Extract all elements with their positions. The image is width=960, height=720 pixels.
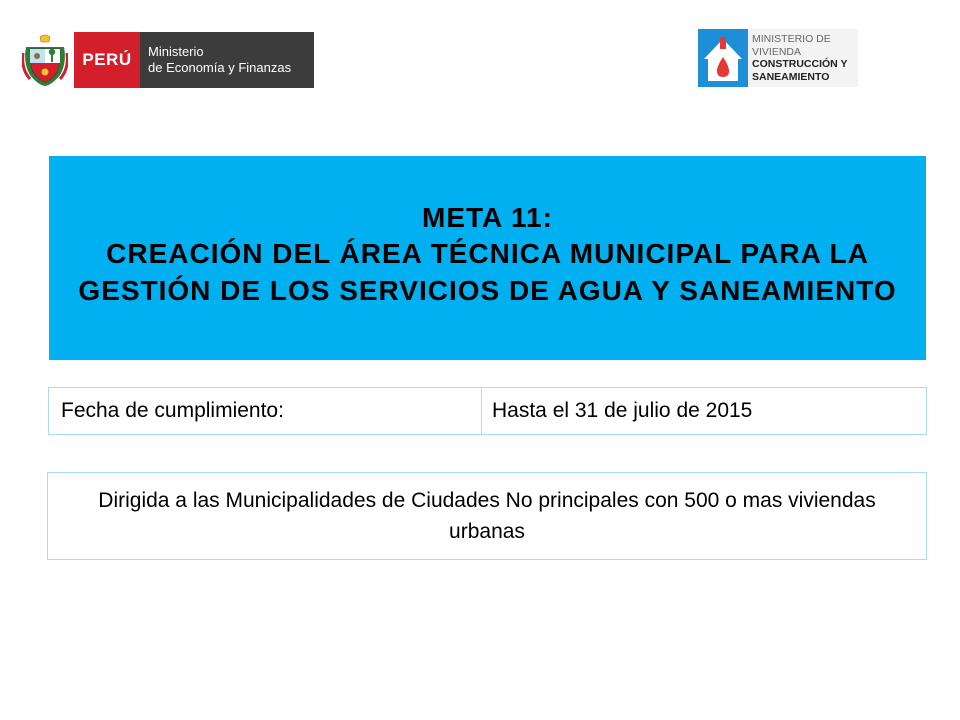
mef-name-line1: Ministerio xyxy=(148,44,204,59)
title-banner xyxy=(49,156,926,360)
house-water-drop-icon xyxy=(698,29,748,87)
deadline-value: Hasta el 31 de julio de 2015 xyxy=(492,399,753,422)
mef-name-line2: de Economía y Finanzas xyxy=(148,60,292,75)
mvcs-ministry-name xyxy=(748,29,858,87)
meta-label: META 11: xyxy=(422,202,553,233)
mvcs-name-line2: VIVIENDA xyxy=(752,45,802,58)
meta-title: CREACIÓN DEL ÁREA TÉCNICA MUNICIPAL PARA LA GESTIÓN DE LOS SERVICIOS DE AGUA Y SANEAMIENTO xyxy=(78,238,897,306)
target-audience-text: Dirigida a las Municipalidades de Ciudades No principales con 500 o mas viviendas urbanas xyxy=(98,489,876,543)
peru-brand: PERÚ xyxy=(74,32,140,88)
mvcs-logo xyxy=(698,29,858,87)
mvcs-name-line4: SANEAMIENTO xyxy=(752,70,830,83)
peru-coat-of-arms-icon xyxy=(22,33,68,87)
deadline-label: Fecha de cumplimiento: xyxy=(49,388,482,434)
mef-logo xyxy=(22,31,314,89)
mvcs-name-line1: MINISTERIO DE xyxy=(752,33,831,45)
deadline-table xyxy=(48,387,927,435)
target-audience-box xyxy=(47,472,927,560)
mvcs-name-line3: CONSTRUCCIÓN Y xyxy=(752,58,848,70)
mef-ministry-name xyxy=(140,32,314,88)
